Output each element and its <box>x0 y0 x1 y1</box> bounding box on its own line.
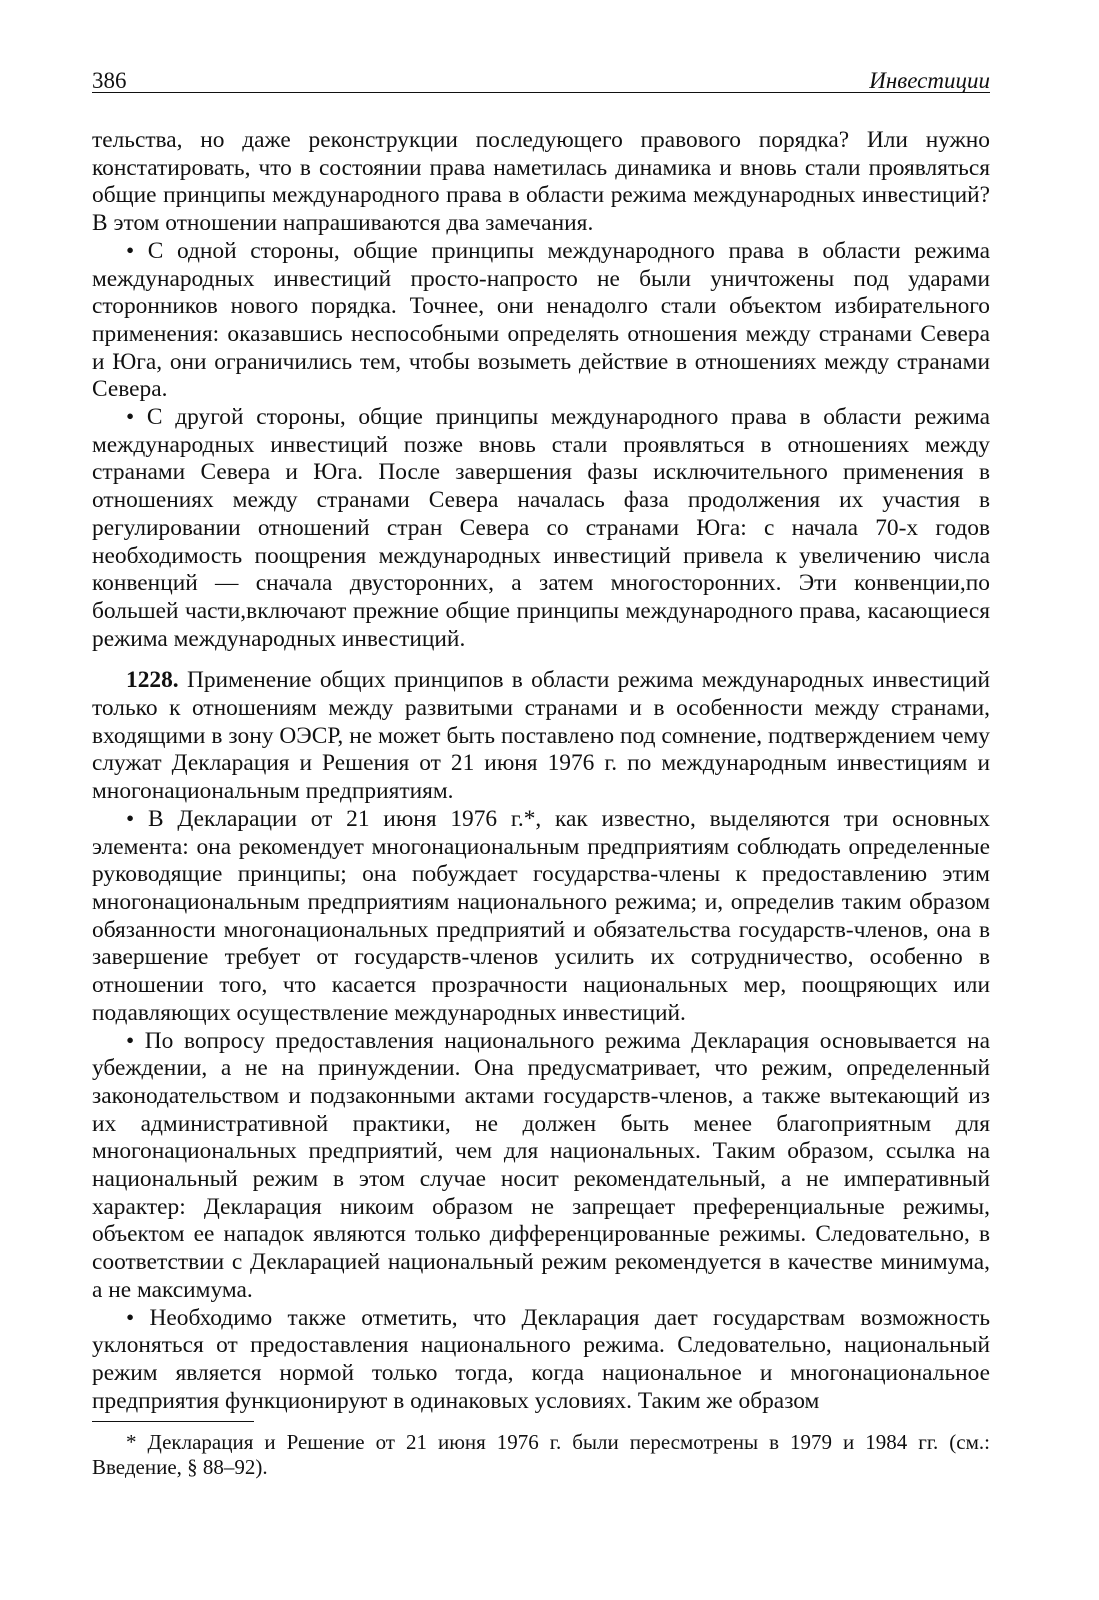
bullet-paragraph: • С одной стороны, общие принципы международного права в области режима международных инвестиций просто-напросто не были уничтожены под ударами сторонников нового порядка. Точнее, они ненадолго стали объектом избирательного применения: оказавшись неспособными определять отношения между странами Севера и Юга, они ограничились тем, чтобы возыметь действие в отношениях между странами Севера. <box>92 237 990 403</box>
running-title: Инвестиции <box>869 68 990 93</box>
footnote-rule <box>92 1421 254 1422</box>
footnote: * Декларация и Решение от 21 июня 1976 г. были пересмотрены в 1979 и 1984 гг. (см.: Введение, § 88–92). <box>92 1430 990 1480</box>
page-number: 386 <box>92 68 127 93</box>
running-head <box>92 62 990 93</box>
bullet-paragraph: • В Декларации от 21 июня 1976 г.*, как известно, выделяются три основных элемента: она рекомендует многонациональным предприятиям соблюдать определенные руководящие принципы; она побуждает государства-члены к предоставлению этим многонациональным предприятиям национального режима; и, определив таким образом обязанности многонациональных предприятий и обязательства государств-членов, она в завершение требует от государств-членов усилить их сотрудничество, особенно в отношении того, что касается прозрачности национальных мер, поощряющих или подавляющих осуществление международных инвестиций. <box>92 805 990 1026</box>
bullet-paragraph: • Необходимо также отметить, что Декларация дает государствам возможность уклоняться от предоставления национального режима. Следовательно, национальный режим является нормой только тогда, когда национальное и многонациональное предприятия функционируют в одинаковых условиях. Таким же образом <box>92 1304 990 1414</box>
bullet-paragraph: • По вопросу предоставления национального режима Декларация основывается на убеждении, а не на принуждении. Она предусматривает, что режим, определенный законодательством и подзаконными актами государств-членов, а также вытекающий из их административной практики, не должен быть менее благоприятным для многонациональных предприятий, чем для национальных. Таким образом, ссылка на национальный режим в этом случае носит рекомендательный, а не императивный характер: Декларация никоим образом не запрещает преференциальные режимы, объектом ее нападок являются только дифференцированные режимы. Следовательно, в соответствии с Декларацией национальный режим рекомендуется в качестве минимума, а не максимума. <box>92 1027 990 1303</box>
section-paragraph-1228 <box>92 667 990 806</box>
body-text <box>92 127 990 1415</box>
section-number: 1228. <box>126 667 179 694</box>
section-text: Применение общих принципов в области режима международных инвестиций только к отношениям между развитыми странами и в особенности между странами, входящими в зону ОЭСР, не может быть поставлено под сомнение, подтверждением чему служат Декларация и Решения от 21 июня 1976 г. по международным инвестициям и многонациональным предприятиям. <box>92 667 990 805</box>
paragraph-continuation: тельства, но даже реконструкции последующего правового порядка? Или нужно констатировать, что в состоянии права наметилась динамика и вновь стали проявляться общие принципы международного права в области режима международных инвестиций? В этом отношении напрашиваются два замечания. <box>92 127 990 237</box>
bullet-paragraph: • С другой стороны, общие принципы международного права в области режима международных инвестиций позже вновь стали проявляться в отношениях между странами Севера и Юга. После завершения фазы исключительного применения в отношениях между странами Севера началась фаза продолжения их участия в регулировании отношений стран Севера со странами Юга: с начала 70-х годов необходимость поощрения международных инвестиций привела к увеличению числа конвенций — сначала двусторонних, а затем многосторонних. Эти конвенции,по большей части,включают прежние общие принципы международного права, касающиеся режима международных инвестиций. <box>92 404 990 652</box>
book-page <box>92 62 990 1480</box>
